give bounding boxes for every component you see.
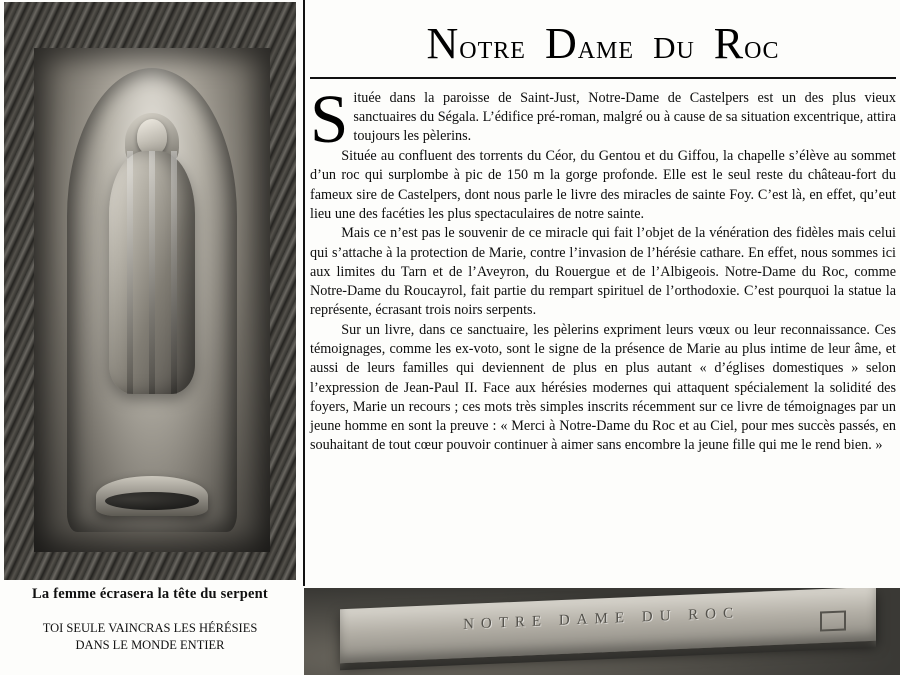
drop-cap: S	[310, 81, 349, 157]
paragraph-4: Sur un livre, dans ce sanctuaire, les pèlerins expriment leurs vœux ou leur reconnaissance. Ces témoignages, comme les ex-voto, sont le signe de la présence de Marie au plus intime de leur âme, et aussi de leurs familles qui deviennent de plus en plus autant « d’églises domestiques » selon l’expression de Jean-Paul II. Face aux hérésies modernes qui attaquent spécialement la solidité des foyers, Marie un recours ; ces mots très simples inscrits récemment sur ce livre de témoignages par un jeune homme en sont la preuve : « Merci à Notre-Dame du Roc et au Ciel, pour mes succès passés, en souhaitant de tout cœur pouvoir continuer à aimer sans encombre la jeune fille qui me le rend bien. »	[310, 321, 896, 454]
stone-engraved-mark	[820, 611, 846, 632]
statue-photograph	[4, 2, 296, 580]
title-rule	[310, 77, 896, 79]
serpent-icon	[105, 492, 199, 510]
stone-inscription: NOTRE DAME DU ROC	[463, 604, 741, 633]
caption-sub-line-1: TOI SEULE VAINCRAS LES HÉRÉSIES	[42, 621, 258, 635]
robe-fold	[127, 151, 133, 395]
caption-sub-line-2: DANS LE MONDE ENTIER	[75, 638, 225, 652]
page-title: Notre Dame du Roc	[426, 19, 780, 68]
robe-fold	[171, 151, 177, 395]
robe-fold	[149, 151, 155, 395]
virgin-statue	[98, 119, 206, 512]
column-divider	[303, 0, 305, 586]
right-column	[310, 0, 896, 675]
paragraph-1	[310, 81, 896, 157]
niche-interior	[34, 48, 270, 552]
statue-head	[137, 119, 167, 155]
paragraph-2: Située au confluent des torrents du Céor, du Gentou et du Giffou, la chapelle s’élève au sommet d’un roc qui surplombe à pic de 150 m la gorge profonde. Elle est le seul reste du château-fort du fameux sire de Castelpers, dont nous parle le livre des miracles de sainte Foy. C’est là, en effet, qu’eut lieu une des facéties les plus spectaculaires de notre sainte.	[310, 148, 896, 222]
photo-caption-main: La femme écrasera la tête du serpent	[32, 586, 268, 602]
article-body	[310, 81, 896, 455]
paragraph-3: Mais ce n’est pas le souvenir de ce miracle qui fait l’objet de la vénération des fidèles mais celui qui s’attache à la protection de Marie, contre l’invasion de l’hérésie cathare. En effet, nous sommes ici aux limites du Tarn et de l’Aveyron, du Rouergue et de l’Albigeois. Notre-Dame du Roc, comme Notre-Dame du Roucayrol, fait partie du rempart spirituel de l’orthodoxie. C’est pourquoi la statue la représente, écrasant trois noirs serpents.	[310, 225, 896, 319]
photo-caption-sub	[0, 620, 300, 654]
left-column	[0, 0, 300, 675]
statue-robe	[109, 151, 195, 395]
stone-photograph	[304, 588, 900, 675]
paragraph-1-text: ituée dans la paroisse de Saint-Just, Notre-Dame de Castelpers est un des plus vieux sanctuaires du Ségala. L’édifice pré-roman, malgré ou à cause de sa situation excentrique, attira toujours les pèlerins.	[353, 90, 896, 145]
